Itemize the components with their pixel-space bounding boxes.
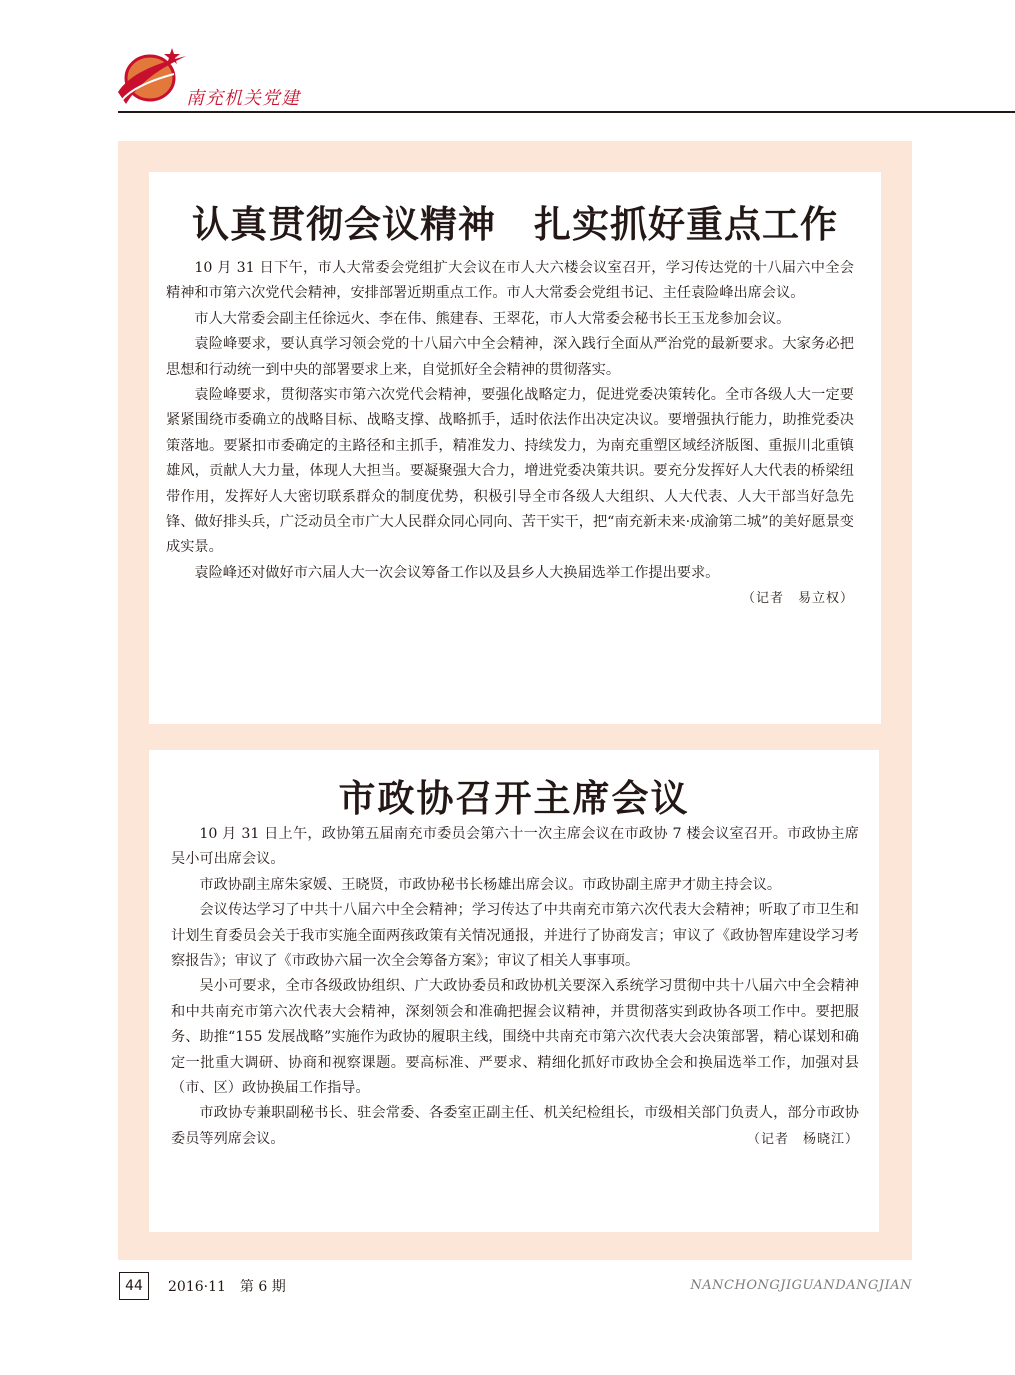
paragraph: 10 月 31 日下午，市人大常委会党组扩大会议在市人大六楼会议室召开，学习传达党的十八届六中全会精神和市第六次党代会精神，安排部署近期重点工作。市人大常委会党组书记、主任袁险峰出席会议。 (166, 260, 854, 302)
paragraph (171, 1101, 859, 1152)
paragraph: 市人大常委会副主任徐远火、李在伟、熊建春、王翠花，市人大常委会秘书长王玉龙参加会议。 (194, 310, 791, 327)
paragraph: 10 月 31 日上午，政协第五届南充市委员会第六十一次主席会议在市政协 7 楼会议室召开。市政协主席吴小可出席会议。 (171, 826, 859, 868)
paragraph: 会议传达学习了中共十八届六中全会精神；学习传达了中共南充市第六次代表大会精神；听取了市卫生和计划生育委员会关于我市实施全面两孩政策有关情况通报，并进行了协商发言；审议了《政协智库建设学习考察报告》；审议了《市政协六届一次全会筹备方案》；审议了相关人事事项。 (171, 902, 859, 970)
article-body (166, 256, 854, 612)
header-divider (118, 111, 1015, 113)
page-header (0, 0, 1015, 118)
paragraph: 袁险峰还对做好市六届人大一次会议筹备工作以及县乡人大换届选举工作提出要求。 (194, 564, 720, 581)
paragraph: 袁险峰要求，贯彻落实市第六次党代会精神，要强化战略定力，促进党委决策转化。全市各级人大一定要紧紧围绕市委确立的战略目标、战略支撑、战略抓手，适时依法作出决定决议。要增强执行能力，助推党委决策落地。要紧扣市委确定的主路径和主抓手，精准发力、持续发力，为南充重塑区域经济版图、重振川北重镇雄风，贡献人大力量，体现人大担当。要凝聚强大合力，增进党委决策共识。要充分发挥好人大代表的桥梁纽带作用，发挥好人大密切联系群众的制度优势，积极引导全市各级人大组织、人大代表、人大干部当好急先锋、做好排头兵，广泛动员全市广大人民群众同心同向、苦干实干，把“南充新未来·成渝第二城”的美好愿景变成实景。 (166, 387, 854, 556)
paragraph: 袁险峰要求，要认真学习领会党的十八届六中全会精神，深入践行全面从严治党的最新要求。大家务必把思想和行动统一到中央的部署要求上来，自觉抓好全会精神的贯彻落实。 (166, 336, 854, 378)
article-title: 市政协召开主席会议 (338, 776, 690, 820)
article-body (171, 822, 859, 1152)
reporter-credit: （记者 杨晓江） (746, 1131, 859, 1147)
publication-title: 南充机关党建 (186, 88, 300, 109)
page-number: 44 (119, 1272, 149, 1300)
article-cppcc-meeting (149, 750, 879, 1232)
footer-brand: NANCHONGJIGUANDANGJIAN (690, 1278, 912, 1293)
paragraph-text: 市政协专兼职副秘书长、驻会常委、各委室正副主任、机关纪检组长，市级相关部门负责人，部分市政协委员等列席会议。 (171, 1105, 859, 1147)
paragraph: 吴小可要求，全市各级政协组织、广大政协委员和政协机关要深入系统学习贯彻中共十八届六中全会精神和中共南充市第六次代表大会精神，深刻领会和准确把握会议精神，并贯彻落实到政协各项工作中。要把服务、助推“155 发展战略”实施作为政协的履职主线，围绕中共南充市第六次代表大会决策部署，精心谋划和确定一批重大调研、协商和视察课题。要高标准、严要求、精细化抓好市政协全会和换届选举工作，加强对县（市、区）政协换届工作指导。 (171, 978, 859, 1097)
article-title: 认真贯彻会议精神 扎实抓好重点工作 (192, 202, 838, 246)
reporter-credit: （记者 易立权） (741, 591, 854, 607)
issue-label: 2016·11 第 6 期 (168, 1279, 286, 1295)
paragraph: 市政协副主席朱家媛、王晓贤，市政协秘书长杨雄出席会议。市政协副主席尹才勋主持会议。 (199, 876, 782, 893)
article-npc-meeting (149, 172, 881, 724)
party-logo-swoosh-icon (112, 44, 192, 112)
